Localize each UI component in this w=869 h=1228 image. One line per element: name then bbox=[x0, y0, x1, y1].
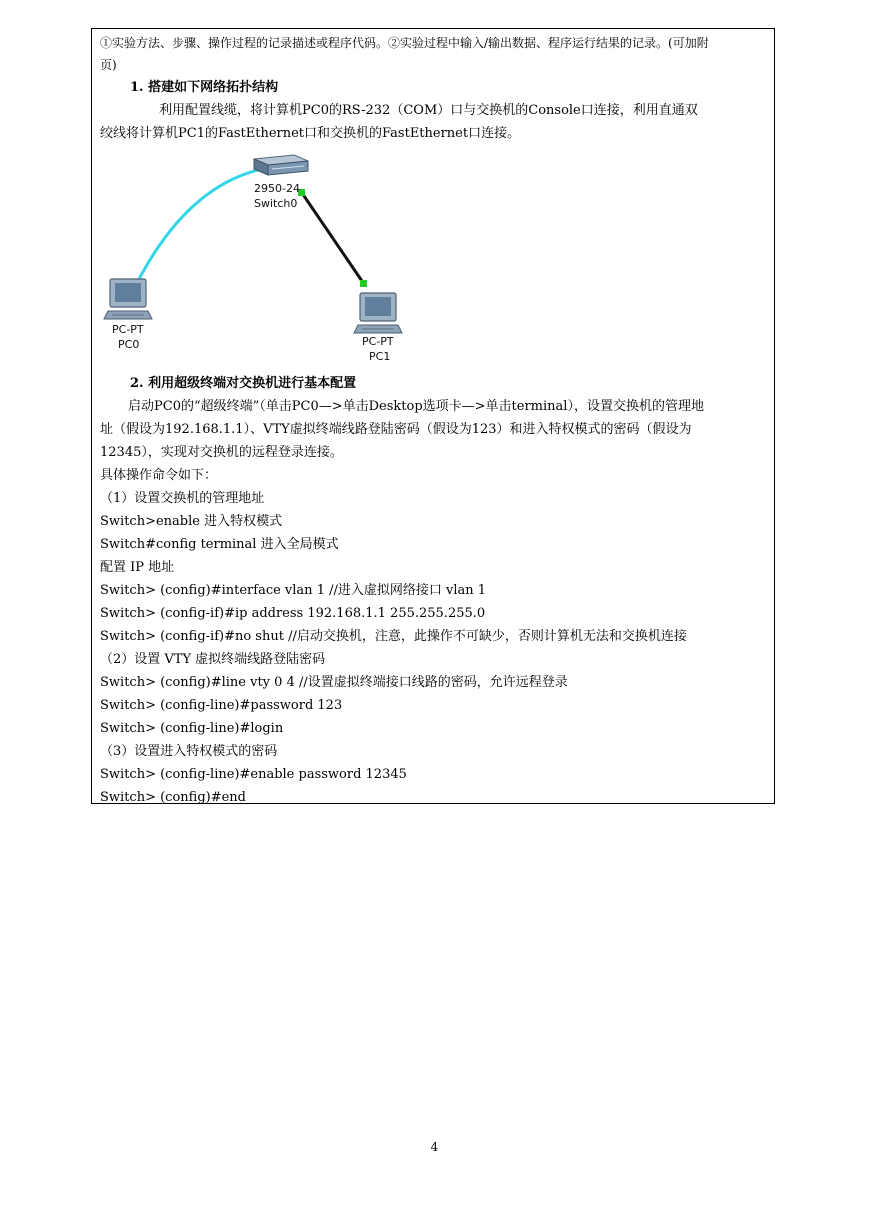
pc1-name-label: PC1 bbox=[369, 350, 391, 362]
console-cable bbox=[130, 169, 262, 297]
section2-para-line-3: 12345），实现对交换机的远程登录连接。 bbox=[100, 445, 343, 460]
command-line: Switch#config terminal 进入全局模式 bbox=[100, 537, 339, 552]
experiment-record-box bbox=[91, 28, 775, 804]
switch-icon bbox=[254, 155, 308, 175]
command-line: Switch> (config-if)#no shut //启动交换机，注意，此操作不可缺少，否则计算机无法和交换机连接 bbox=[100, 629, 687, 644]
section2-para-line-1: 启动PC0的“超级终端”（单击PC0—>单击Desktop选项卡—>单击terminal），设置交换机的管理地 bbox=[128, 399, 704, 414]
pc0-name-label: PC0 bbox=[118, 338, 140, 351]
command-line: Switch> (config)#end bbox=[100, 790, 246, 805]
section1-para-line-2: 绞线将计算机PC1的FastEthernet口和交换机的FastEthernet口连接。 bbox=[100, 126, 521, 141]
network-topology-diagram bbox=[102, 147, 422, 362]
command-line: 具体操作命令如下： bbox=[100, 468, 218, 483]
section2-heading: 2. 利用超级终端对交换机进行基本配置 bbox=[130, 376, 357, 391]
intro-line-2: 页) bbox=[100, 58, 117, 72]
section1-heading: 1. 搭建如下网络拓扑结构 bbox=[130, 80, 279, 95]
intro-line-1: ①实验方法、步骤、操作过程的记录描述或程序代码。②实验过程中输入/输出数据、程序运行结果的记录。(可加附 bbox=[100, 36, 709, 50]
command-line: （2）设置 VTY 虚拟终端线路登陆密码 bbox=[100, 652, 326, 667]
command-line: （1）设置交换机的管理地址 bbox=[100, 491, 265, 506]
switch-name-label: Switch0 bbox=[254, 197, 298, 210]
pc0-computer-icon bbox=[104, 279, 152, 319]
page-number: 4 bbox=[430, 1140, 439, 1154]
pc1-link-light bbox=[360, 280, 367, 287]
section1-para-line-1: 利用配置线缆，将计算机PC0的RS-232（COM）口与交换机的Console口连接，利用直通双 bbox=[159, 103, 698, 118]
pc0-type-label: PC-PT bbox=[112, 323, 144, 336]
command-line: （3）设置进入特权模式的密码 bbox=[100, 744, 278, 759]
pc1-computer-icon bbox=[354, 293, 402, 333]
switch-model-label: 2950-24 bbox=[254, 182, 300, 195]
command-line: Switch> (config-line)#password 123 bbox=[100, 698, 343, 713]
command-line: Switch> (config-if)#ip address 192.168.1.1 255.255.255.0 bbox=[100, 606, 486, 621]
pc1-type-label: PC-PT bbox=[362, 335, 394, 348]
command-line: Switch> (config)#interface vlan 1 //进入虚拟网络接口 vlan 1 bbox=[100, 583, 487, 598]
command-line: Switch> (config)#line vty 0 4 //设置虚拟终端接口线路的密码，允许远程登录 bbox=[100, 675, 568, 690]
section2-para-line-2: 址（假设为192.168.1.1）、VTY虚拟终端线路登陆密码（假设为123）和进入特权模式的密码（假设为 bbox=[100, 422, 692, 437]
ethernet-cable bbox=[302, 193, 364, 284]
command-line: 配置 IP 地址 bbox=[100, 560, 175, 575]
command-line: Switch>enable 进入特权模式 bbox=[100, 514, 283, 529]
command-line: Switch> (config-line)#enable password 12345 bbox=[100, 767, 407, 782]
command-line: Switch> (config-line)#login bbox=[100, 721, 284, 736]
